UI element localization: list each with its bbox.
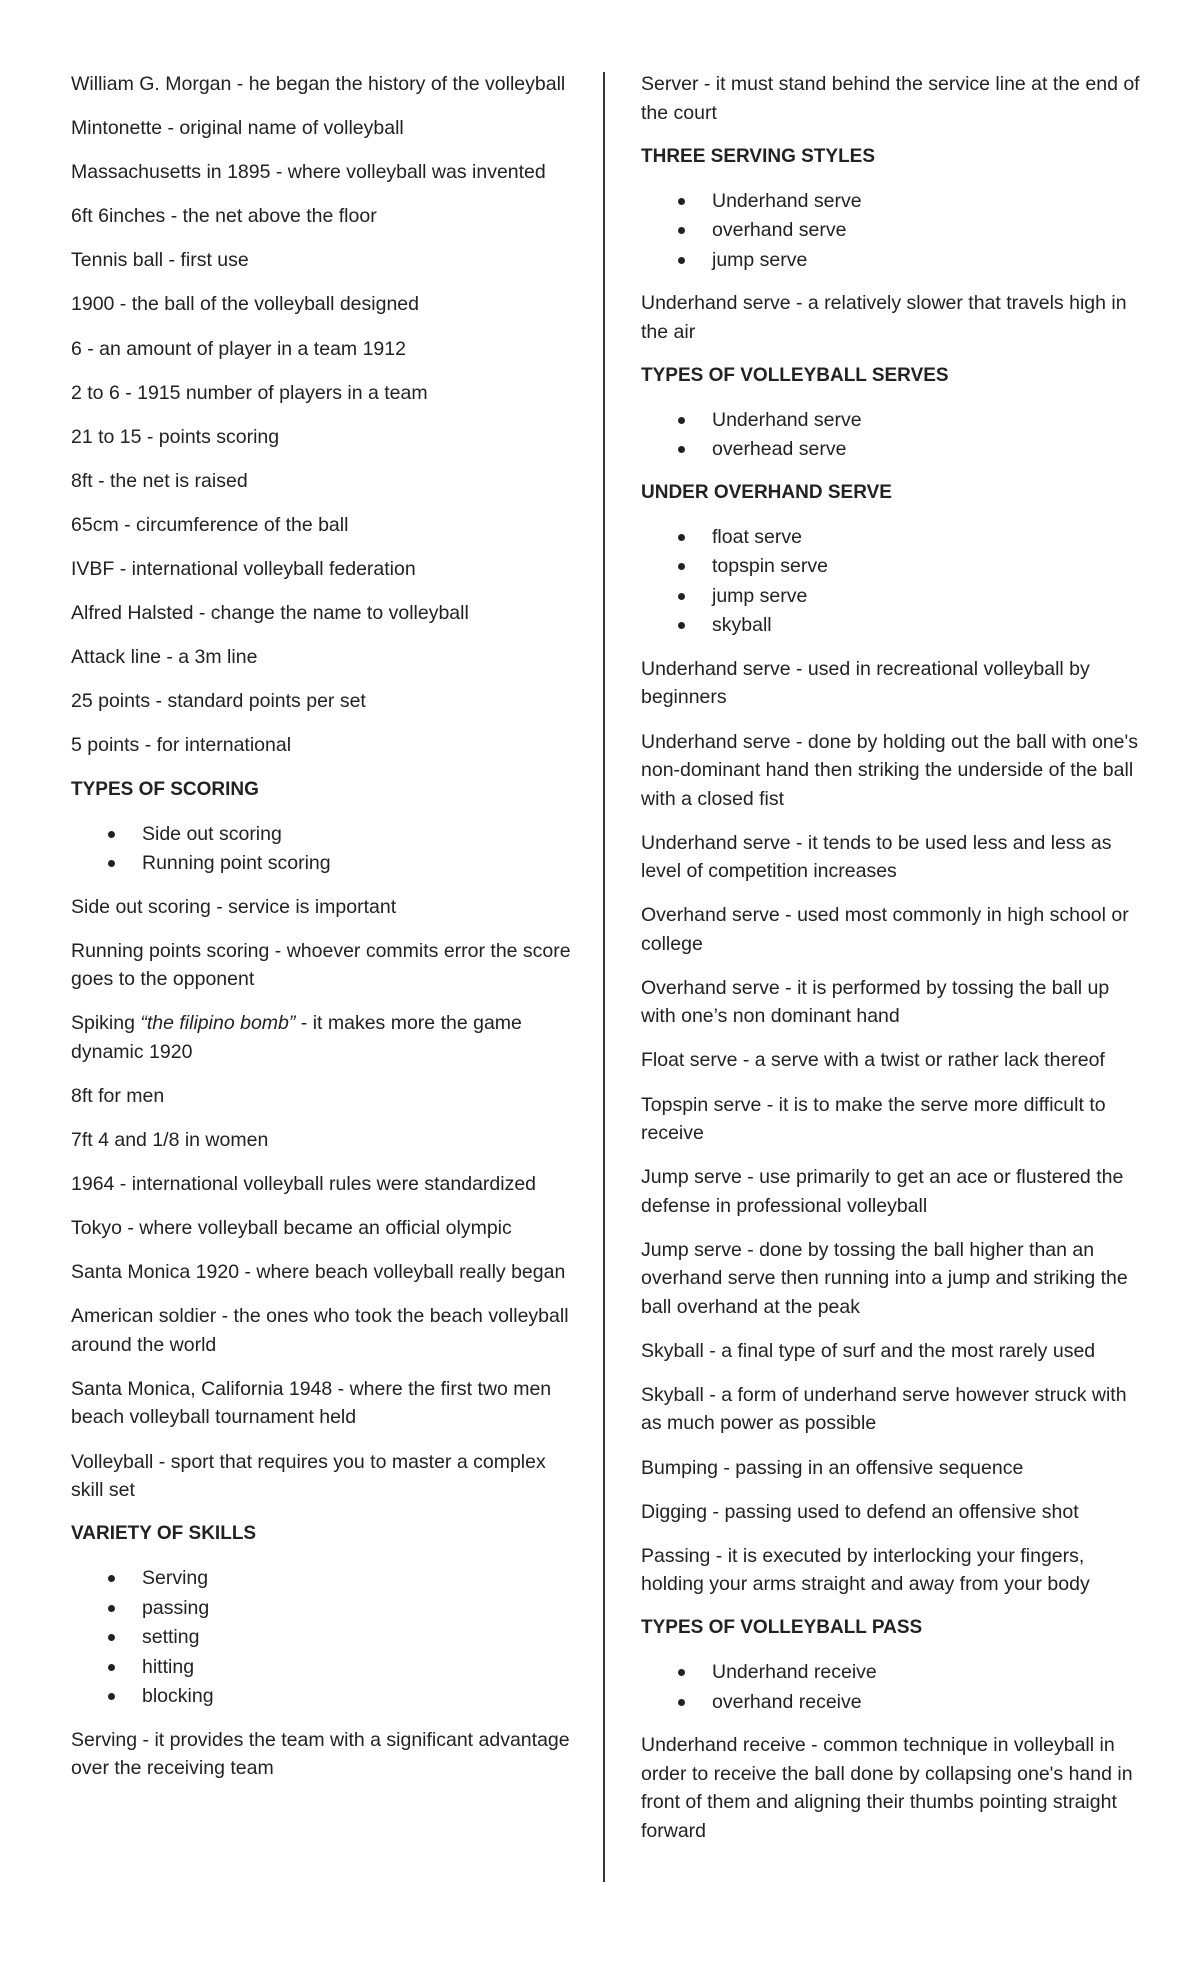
paragraph: Server - it must stand behind the service line at the end of the court — [641, 73, 1140, 124]
section-heading: THREE SERVING STYLES — [641, 145, 876, 167]
bullet-icon — [678, 593, 685, 600]
paragraph: Bumping - passing in an offensive sequence — [641, 1456, 1024, 1479]
bullet-icon — [678, 198, 685, 205]
paragraph: 5 points - for international — [71, 734, 292, 757]
list-item-text: float serve — [712, 525, 802, 548]
paragraph: Santa Monica 1920 - where beach volleyball really began — [71, 1261, 566, 1284]
paragraph: Passing - it is executed by interlocking your fingers, holding your arms straight and away from your body — [641, 1544, 1090, 1596]
list-item-text: Underhand serve — [712, 189, 862, 212]
list-item-text: overhand serve — [712, 219, 847, 242]
bullet-icon — [678, 1669, 685, 1676]
list-item-text: Underhand serve — [712, 408, 862, 431]
list-item-text: Underhand receive — [712, 1661, 877, 1684]
paragraph: Digging - passing used to defend an offensive shot — [641, 1500, 1079, 1523]
paragraph: Overhand serve - used most commonly in high school or college — [641, 904, 1129, 955]
bullet-icon — [678, 446, 685, 453]
bullet-icon — [108, 1605, 115, 1612]
bullet-icon — [108, 1664, 115, 1671]
bullet-list — [71, 820, 571, 879]
paragraph: 8ft - the net is raised — [71, 469, 248, 492]
paragraph: 21 to 15 - points scoring — [71, 425, 280, 448]
list-item-text: setting — [142, 1626, 200, 1649]
bullet-icon — [678, 534, 685, 541]
paragraph: Massachusetts in 1895 - where volleyball was invented — [71, 161, 546, 184]
paragraph: Skyball - a form of underhand serve however struck with as much power as possible — [641, 1383, 1127, 1435]
bullet-list — [641, 523, 1141, 641]
paragraph: Santa Monica, California 1948 - where the first two men beach volleyball tournament held — [71, 1377, 552, 1429]
list-item — [641, 523, 1141, 553]
bullet-icon — [108, 1575, 115, 1582]
italic-text: “the filipino bomb” — [140, 1012, 296, 1035]
list-item-text: overhand receive — [712, 1690, 862, 1713]
list-item — [641, 216, 1141, 246]
list-item-text: hitting — [142, 1655, 195, 1678]
paragraph: 6 - an amount of player in a team 1912 — [71, 337, 406, 360]
bullet-icon — [678, 417, 685, 424]
paragraph: Float serve - a serve with a twist or rather lack thereof — [641, 1049, 1105, 1072]
paragraph: Volleyball - sport that requires you to master a complex skill set — [71, 1450, 546, 1502]
column-divider — [603, 72, 605, 1882]
list-item-text: Running point scoring — [142, 852, 331, 875]
list-item — [641, 1658, 1141, 1688]
list-item — [641, 611, 1141, 641]
section-heading: UNDER OVERHAND SERVE — [641, 481, 892, 503]
paragraph: Alfred Halsted - change the name to volleyball — [71, 602, 469, 625]
paragraph: 8ft for men — [71, 1084, 165, 1107]
list-item — [641, 187, 1141, 217]
paragraph: Topspin serve - it is to make the serve more difficult to receive — [641, 1093, 1106, 1145]
list-item — [71, 1564, 571, 1594]
paragraph: 25 points - standard points per set — [71, 690, 366, 713]
paragraph: Overhand serve - it is performed by tossing the ball up with one’s non dominant hand — [641, 976, 1110, 1028]
paragraph: Underhand serve - a relatively slower that travels high in the air — [641, 292, 1127, 343]
paragraph: Underhand serve - done by holding out the ball with one's non-dominant hand then striking the underside of the ball with a closed fist — [641, 730, 1138, 810]
paragraph: Skyball - a final type of surf and the most rarely used — [641, 1339, 1096, 1362]
list-item-text: Serving — [142, 1567, 209, 1590]
list-item-text: jump serve — [712, 584, 808, 607]
paragraph: Serving - it provides the team with a significant advantage over the receiving team — [71, 1728, 570, 1780]
section-heading: TYPES OF VOLLEYBALL PASS — [641, 1617, 923, 1639]
bullet-list — [641, 187, 1141, 276]
bullet-icon — [108, 831, 115, 838]
list-item — [641, 406, 1141, 436]
list-item — [71, 1682, 571, 1712]
paragraph: 7ft 4 and 1/8 in women — [71, 1128, 269, 1151]
paragraph: IVBF - international volleyball federation — [71, 558, 416, 581]
paragraph: Underhand receive - common technique in volleyball in order to receive the ball done by collapsing one's hand in front of them and aligning their thumbs pointing straight forward — [641, 1734, 1133, 1842]
bullet-icon — [678, 257, 685, 264]
paragraph: Tokyo - where volleyball became an official olympic — [71, 1217, 512, 1240]
list-item — [641, 246, 1141, 276]
bullet-icon — [108, 1634, 115, 1641]
bullet-icon — [678, 227, 685, 234]
bullet-icon — [108, 1693, 115, 1700]
section-heading: TYPES OF VOLLEYBALL SERVES — [641, 364, 949, 386]
paragraph: Running points scoring - whoever commits error the score goes to the opponent — [71, 939, 571, 991]
bullet-icon — [108, 860, 115, 867]
list-item-text: blocking — [142, 1685, 214, 1708]
paragraph: Side out scoring - service is important — [71, 895, 397, 918]
bullet-list — [641, 1658, 1141, 1717]
paragraph: 6ft 6inches - the net above the floor — [71, 205, 377, 228]
bullet-icon — [678, 1699, 685, 1706]
list-item-text: passing — [142, 1596, 210, 1619]
list-item — [641, 435, 1141, 465]
paragraph: Tennis ball - first use — [71, 249, 249, 272]
list-item — [71, 820, 571, 850]
list-item — [71, 1653, 571, 1683]
paragraph-text: - it makes more the game dynamic 1920 — [71, 1012, 522, 1063]
bullet-icon — [678, 622, 685, 629]
bullet-icon — [678, 563, 685, 570]
paragraph: Underhand serve - used in recreational volleyball by beginners — [641, 657, 1090, 709]
left-column — [71, 70, 571, 1798]
list-item — [641, 1688, 1141, 1718]
list-item — [71, 1594, 571, 1624]
paragraph: Attack line - a 3m line — [71, 646, 258, 669]
paragraph-text: Spiking — [71, 1012, 141, 1035]
right-column — [641, 70, 1141, 1861]
list-item-text: overhead serve — [712, 438, 847, 461]
paragraph: 2 to 6 - 1915 number of players in a team — [71, 381, 428, 404]
paragraph: William G. Morgan - he began the history of the volleyball — [71, 73, 566, 95]
paragraph: Mintonette - original name of volleyball — [71, 117, 404, 140]
list-item-text: topspin serve — [712, 555, 828, 578]
paragraph — [71, 1009, 571, 1066]
bullet-list — [641, 406, 1141, 465]
paragraph: Jump serve - done by tossing the ball higher than an overhand serve then running into a jump and striking the ball overhand at the peak — [641, 1238, 1128, 1318]
paragraph: Underhand serve - it tends to be used less and less as level of competition increases — [641, 831, 1112, 883]
list-item — [641, 552, 1141, 582]
list-item — [71, 1623, 571, 1653]
section-heading: VARIETY OF SKILLS — [71, 1523, 257, 1545]
list-item-text: jump serve — [712, 248, 808, 271]
paragraph: 1900 - the ball of the volleyball designed — [71, 293, 419, 316]
paragraph: American soldier - the ones who took the beach volleyball around the world — [71, 1305, 569, 1356]
list-item-text: Side out scoring — [142, 822, 282, 845]
bullet-list — [71, 1564, 571, 1712]
paragraph: Jump serve - use primarily to get an ace or flustered the defense in professional volleyball — [641, 1166, 1124, 1217]
paragraph: 65cm - circumference of the ball — [71, 513, 349, 536]
list-item-text: skyball — [712, 614, 772, 637]
paragraph: 1964 - international volleyball rules were standardized — [71, 1173, 537, 1196]
list-item — [641, 582, 1141, 612]
list-item — [71, 849, 571, 879]
section-heading: TYPES OF SCORING — [71, 778, 259, 800]
